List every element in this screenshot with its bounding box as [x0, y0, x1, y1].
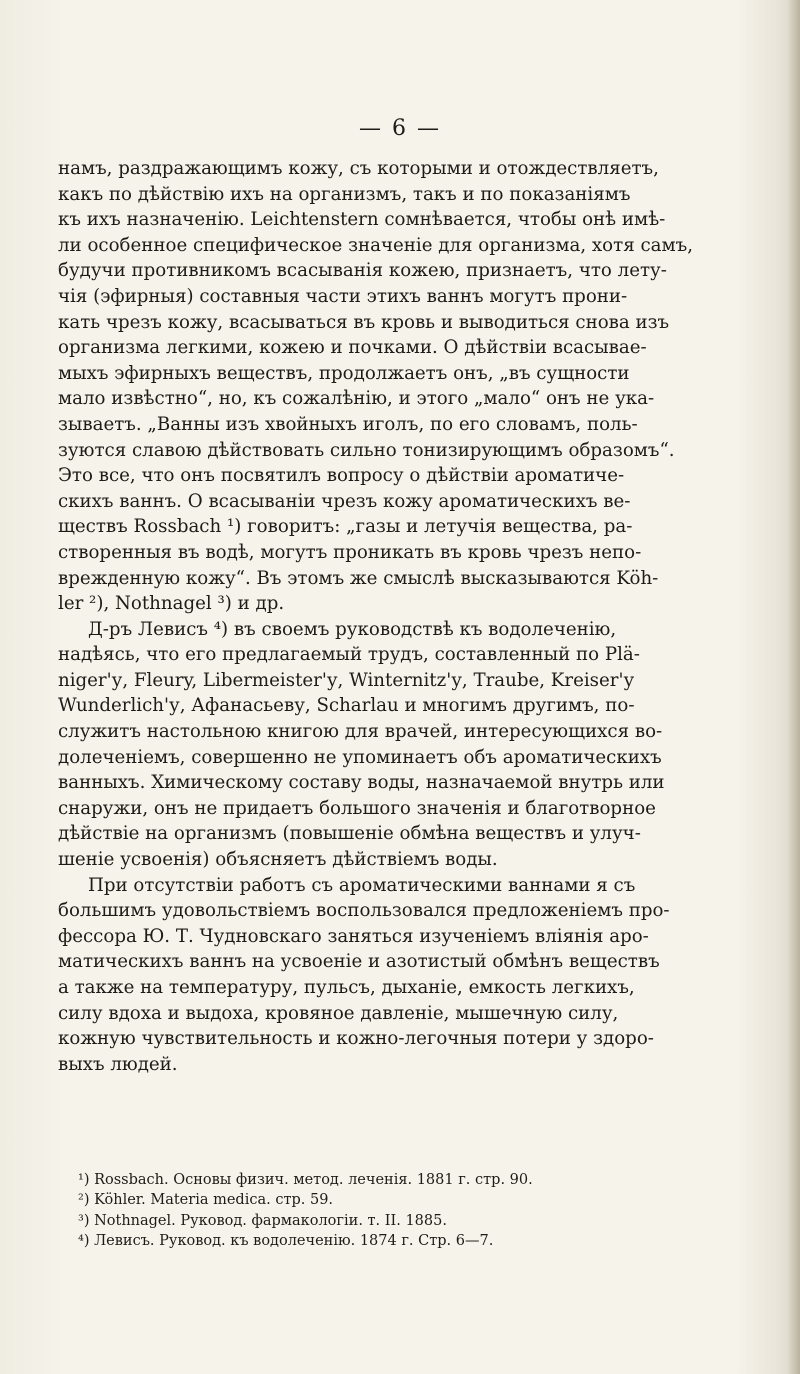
text-line: кать чрезъ кожу, всасываться въ кровь и выводиться снова изъ — [58, 311, 670, 333]
text-line: силу вдоха и выдоха, кровяное давленіе, мышечную силу, — [58, 1002, 619, 1024]
page-edge-shadow — [786, 0, 800, 1374]
text-line: niger'у, Fleury, Libermeister'у, Winternitz'у, Traube, Kreiser'у — [58, 669, 635, 691]
text-line: ler ²), Nothnagel ³) и др. — [58, 593, 285, 615]
text-line: скихъ ваннъ. О всасываніи чрезъ кожу ароматическихъ ве- — [58, 490, 631, 512]
footnote: ¹) Rossbach. Основы физич. метод. леченія. 1881 г. стр. 90. — [78, 1172, 533, 1188]
text-line: мыхъ эфирныхъ веществъ, продолжаетъ онъ, „въ сущности — [58, 362, 630, 384]
text-line: створенныя въ водѣ, могутъ проникать въ кровь чрезъ непо- — [58, 541, 642, 563]
text-line: фессора Ю. Т. Чудновскаго заняться изученіемъ вліянія аро- — [58, 925, 649, 947]
text-line: выхъ людей. — [58, 1053, 178, 1075]
text-line: долеченіемъ, совершенно не упоминаетъ объ ароматическихъ — [58, 746, 662, 768]
text-line: чія (эфирныя) составныя части этихъ ваннъ могутъ прони- — [58, 285, 628, 307]
text-line: намъ, раздражающимъ кожу, съ которыми и отождествляетъ, — [58, 158, 659, 179]
text-line: будучи противникомъ всасыванія кожею, признаетъ, что лету- — [58, 260, 667, 282]
footnote: ²) Köhler. Materia medica. стр. 59. — [78, 1192, 334, 1209]
text-line: матическихъ ваннъ на усвоеніе и азотистый обмѣнъ веществъ — [58, 951, 660, 973]
text-line: ванныхъ. Химическому составу воды, назначаемой внутрь или — [58, 772, 665, 794]
text-line: надѣясь, что его предлагаемый трудъ, составленный по Plä- — [58, 644, 640, 666]
text-line: къ ихъ назначенію. Leichtenstern сомнѣвается, чтобы онѣ имѣ- — [58, 209, 666, 231]
text-line: большимъ удовольствіемъ воспользовался предложеніемъ про- — [58, 900, 670, 922]
text-line: организма легкими, кожею и почками. О дѣйствіи всасывае- — [58, 337, 647, 359]
text-line: Это все, что онъ посвятилъ вопросу о дѣйствіи ароматиче- — [58, 465, 625, 487]
text-line: мало извѣстно“, но, къ сожалѣнію, и этого „мало“ онъ не ука- — [58, 388, 655, 410]
text-line: кожную чувствительность и кожно-легочныя потери у здоро- — [58, 1028, 654, 1050]
text-line: служитъ настольною книгою для врачей, интересующихся во- — [58, 721, 663, 743]
text-line: шеніе усвоенія) объясняетъ дѣйствіемъ воды. — [58, 849, 498, 871]
text-line: зуются славою дѣйствовать сильно тонизирующимъ образомъ“. — [58, 439, 675, 461]
text-line: Wunderlich'у, Афанасьеву, Scharlau и многимъ другимъ, по- — [58, 695, 635, 717]
text-line: снаружи, онъ не придаетъ большого значенія и благотворное — [58, 797, 656, 819]
footnote: ⁴) Левисъ. Руковод. къ водолеченію. 1874 г. Стр. 6—7. — [78, 1232, 494, 1249]
text-line: врежденную кожу“. Въ этомъ же смыслѣ высказываются Köh- — [58, 567, 659, 589]
text-line: ли особенное специфическое значеніе для организма, хотя самъ, — [58, 234, 693, 256]
text-line: а также на температуру, пульсъ, дыханіе, емкость легкихъ, — [58, 977, 635, 998]
text-line: зываетъ. „Ванны изъ хвойныхъ иголъ, по его словамъ, поль- — [58, 413, 638, 435]
page-number: — 6 — — [359, 116, 441, 141]
footnotes — [78, 1170, 768, 1251]
text-line: дѣйствіе на организмъ (повышеніе обмѣна веществъ и улуч- — [58, 823, 641, 845]
text-line: Д-ръ Левисъ ⁴) въ своемъ руководствѣ къ водолеченію, — [88, 618, 617, 640]
text-line: При отсутствіи работъ съ ароматическими ваннами я съ — [88, 874, 636, 896]
main-text — [58, 156, 778, 1077]
footnote: ³) Nothnagel. Руковод. фармакологіи. т. II. 1885. — [78, 1212, 447, 1229]
text-line: какъ по дѣйствію ихъ на организмъ, такъ и по показаніямъ — [58, 183, 631, 205]
text-line: ществъ Rossbach ¹) говоритъ: „газы и летучія вещества, ра- — [58, 516, 633, 538]
